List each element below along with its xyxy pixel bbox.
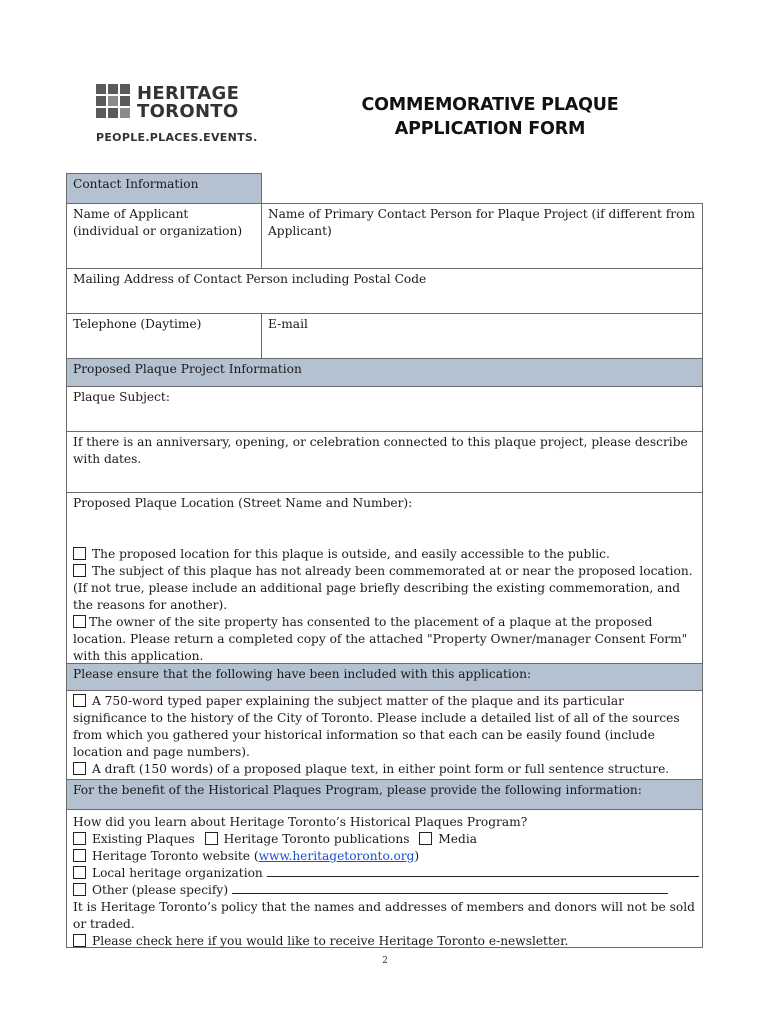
form-title-line2: APPLICATION FORM: [394, 119, 586, 139]
website-link[interactable]: www.heritagetoronto.org: [258, 849, 415, 863]
newsletter-checkbox[interactable]: [73, 934, 86, 947]
anniversary-field[interactable]: If there is an anniversary, opening, or celebration connected to this plaque project, please describe with dates.: [66, 431, 703, 493]
telephone-field[interactable]: Telephone (Daytime): [66, 313, 262, 359]
logo-line2: TORONTO: [137, 101, 239, 122]
owner-consent-checkbox[interactable]: [73, 615, 86, 628]
applicant-name-field[interactable]: Name of Applicant (individual or organization): [66, 203, 262, 269]
page-number: 2: [382, 956, 388, 966]
benefit-section: How did you learn about Heritage Toronto’s Historical Plaques Program? Existing Plaques Heritage Toronto publications Media Heritage Toronto website (www.heritagetoronto.org) Local heritage organization Other (please specify) It is Heritage Toronto’s policy that the names and addresses of members and donors will not be sold or traded. Please check here if you would like to receive Heritage Toronto e-newsletter.: [66, 809, 703, 948]
publications-checkbox[interactable]: [205, 832, 218, 845]
local-org-blank-line[interactable]: [267, 865, 699, 877]
form-title-line1: COMMEMORATIVE PLAQUE: [361, 95, 619, 115]
logo-grid-icon: [96, 84, 132, 120]
ensure-section: A 750-word typed paper explaining the subject matter of the plaque and its particular significance to the history of the City of Toronto. Please include a detailed list of all of the sources from which you gathered your historical information so that each can be easily found (include location and page numbers). A draft (150 words) of a proposed plaque text, in either point form or full sentence structure.: [66, 690, 703, 780]
location-section: Proposed Plaque Location (Street Name and Number): The proposed location for this plaque is outside, and easily accessible to the public. The subject of this plaque has not already been commemorated at or near the proposed location. (If not true, please include an additional page briefly describing the existing commemoration, and the reasons for another). The owner of the site property has consented to the placement of a plaque at the proposed location. Please return a completed copy of the attached "Property Owner/manager Consent Form" with this application.: [66, 492, 703, 664]
local-org-checkbox[interactable]: [73, 866, 86, 879]
website-checkbox[interactable]: [73, 849, 86, 862]
outside-accessible-checkbox[interactable]: [73, 547, 86, 560]
logo-line1: HERITAGE: [137, 83, 240, 104]
location-label: Proposed Plaque Location (Street Name and Number):: [73, 496, 413, 510]
typed-paper-checkbox[interactable]: [73, 694, 86, 707]
primary-contact-field[interactable]: Name of Primary Contact Person for Plaque Project (if different from Applicant): [261, 203, 703, 269]
heritage-toronto-logo: [96, 84, 266, 150]
ensure-section-header: Please ensure that the following have been included with this application:: [66, 663, 703, 691]
draft-text-checkbox[interactable]: [73, 762, 86, 775]
existing-plaques-checkbox[interactable]: [73, 832, 86, 845]
not-commemorated-checkbox[interactable]: [73, 564, 86, 577]
mailing-address-field[interactable]: Mailing Address of Contact Person including Postal Code: [66, 268, 703, 314]
learn-question: How did you learn about Heritage Toronto’s Historical Plaques Program?: [73, 815, 528, 829]
other-checkbox[interactable]: [73, 883, 86, 896]
media-checkbox[interactable]: [419, 832, 432, 845]
project-section-header: Proposed Plaque Project Information: [66, 358, 703, 387]
other-blank-line[interactable]: [232, 882, 668, 894]
benefit-section-header: For the benefit of the Historical Plaques Program, please provide the following information:: [66, 779, 703, 810]
plaque-subject-field[interactable]: Plaque Subject:: [66, 386, 703, 432]
logo-tagline: PEOPLE.PLACES.EVENTS.: [96, 131, 258, 144]
contact-section-header: Contact Information: [66, 173, 262, 204]
form-title: [320, 93, 660, 141]
email-field[interactable]: E-mail: [261, 313, 703, 359]
